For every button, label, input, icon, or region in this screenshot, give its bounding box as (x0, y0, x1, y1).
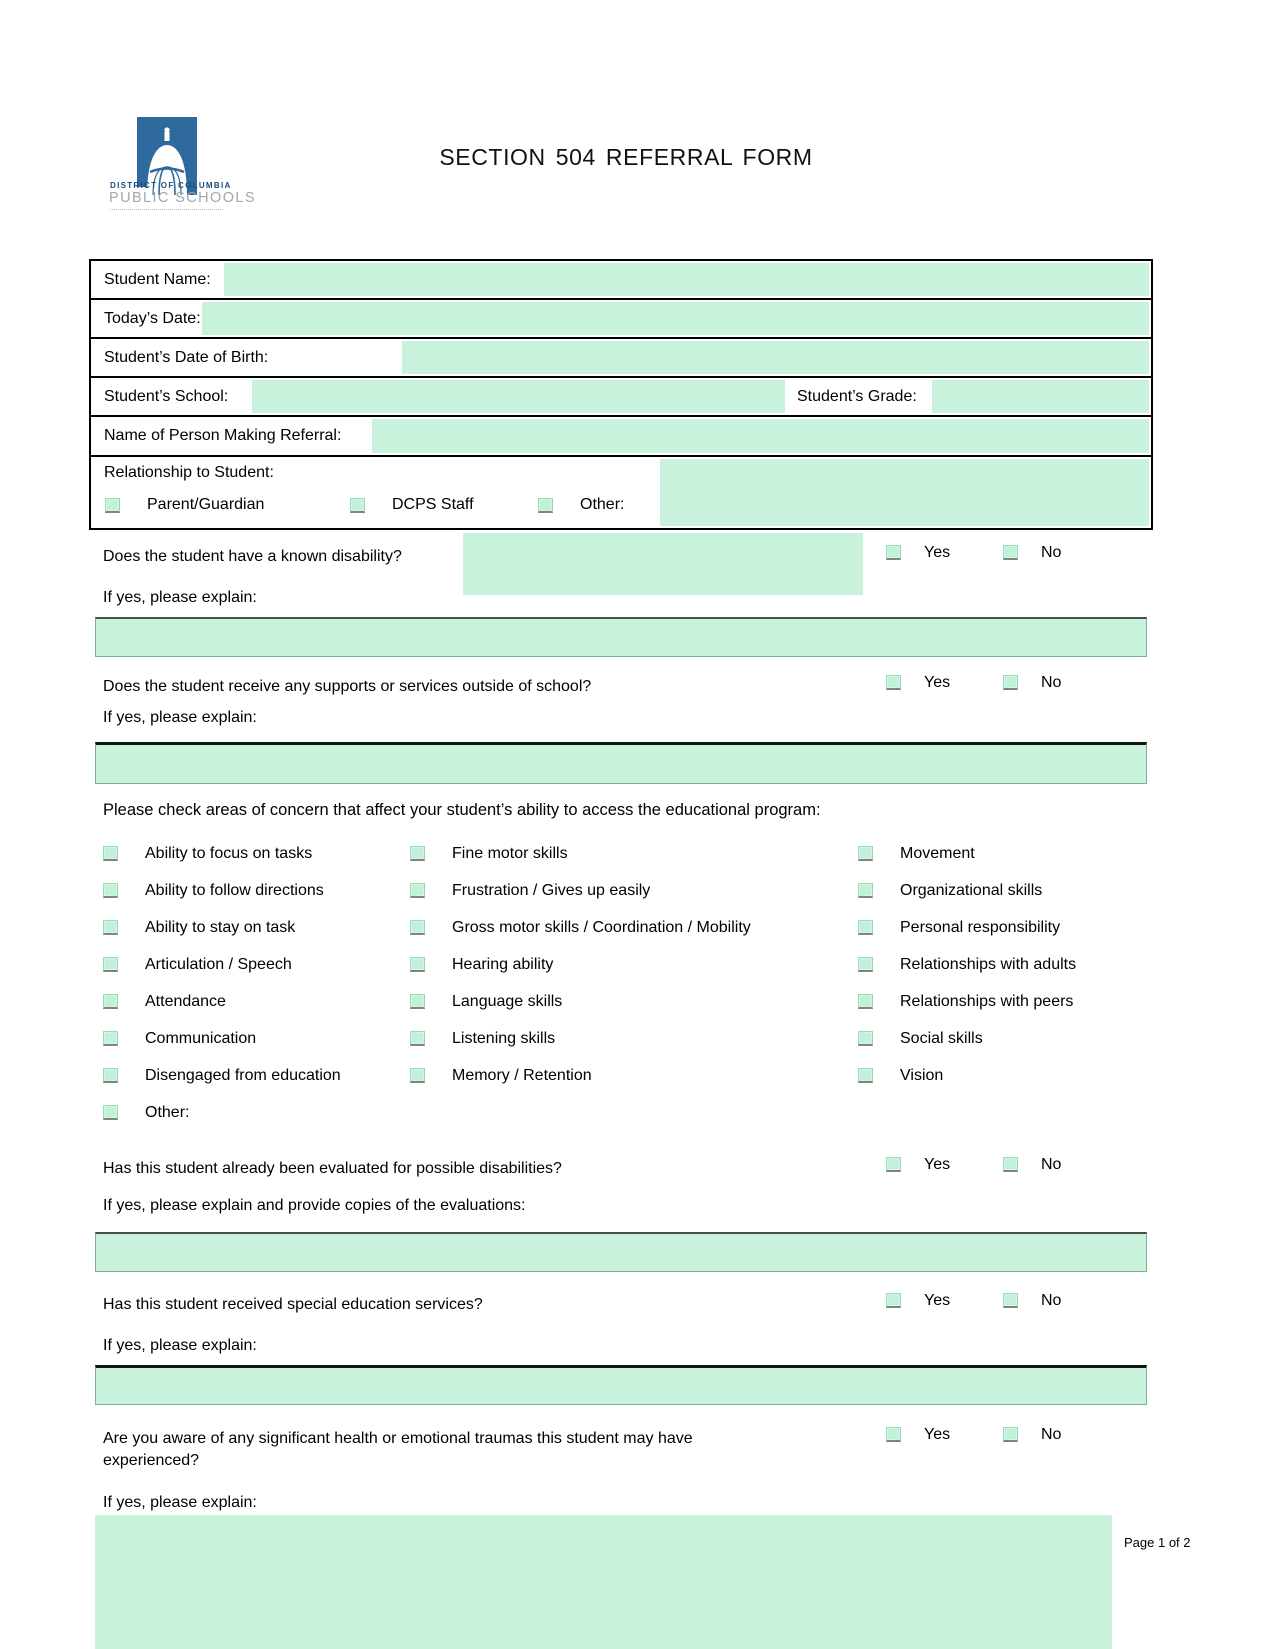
concern-label: Listening skills (452, 1030, 556, 1047)
q1-no-label: No (1041, 544, 1062, 561)
concern-frustration-gives-up-easily-checkbox[interactable] (410, 883, 425, 898)
table-row (91, 339, 1151, 378)
q2-followup-label: If yes, please explain: (103, 709, 257, 726)
table-row (91, 417, 1151, 457)
relationship-label: Relationship to Student: (104, 464, 274, 481)
page-title: SECTION 504 REFERRAL FORM (439, 144, 813, 170)
q5-no-label: No (1041, 1426, 1062, 1443)
concern-listening-skills-checkbox[interactable] (410, 1031, 425, 1046)
q2-text: Does the student receive any supports or services outside of school? (103, 678, 592, 695)
concern-fine-motor-skills-checkbox[interactable] (410, 846, 425, 861)
concern-label: Social skills (900, 1030, 983, 1047)
concern-label: Communication (145, 1030, 257, 1047)
concern-articulation-speech-checkbox[interactable] (103, 957, 118, 972)
concern-organizational-skills-checkbox[interactable] (858, 883, 873, 898)
q4-no-label: No (1041, 1292, 1062, 1309)
table-row (91, 261, 1151, 300)
concern-language-skills-checkbox[interactable] (410, 994, 425, 1009)
q5-no-checkbox[interactable] (1003, 1427, 1018, 1442)
q2-no-label: No (1041, 674, 1062, 691)
todays-date-input[interactable] (202, 302, 1149, 335)
student-name-input[interactable] (224, 263, 1149, 296)
q5-text: Are you aware of any significant health or emotional traumas this student may have experienced? (103, 1430, 693, 1469)
concern-other-checkbox[interactable] (103, 1105, 118, 1120)
concern-label: Hearing ability (452, 956, 554, 973)
q2-no-checkbox[interactable] (1003, 675, 1018, 690)
q1-text: Does the student have a known disability? (103, 548, 402, 565)
logo-divider (110, 209, 223, 210)
logo-district-of-columbia-label: DISTRICT OF COLUMBIA (110, 181, 232, 190)
concern-ability-to-follow-directions-checkbox[interactable] (103, 883, 118, 898)
concern-label: Relationships with peers (900, 993, 1074, 1010)
concern-communication-checkbox[interactable] (103, 1031, 118, 1046)
q4-followup-label: If yes, please explain: (103, 1337, 257, 1354)
concern-personal-responsibility-checkbox[interactable] (858, 920, 873, 935)
q3-yes-label: Yes (924, 1156, 951, 1173)
concern-memory-retention-checkbox[interactable] (410, 1068, 425, 1083)
concern-label: Movement (900, 845, 975, 862)
concern-social-skills-checkbox[interactable] (858, 1031, 873, 1046)
q5-followup-label: If yes, please explain: (103, 1494, 257, 1511)
q1-no-checkbox[interactable] (1003, 545, 1018, 560)
table-row (91, 300, 1151, 339)
student-name-label: Student Name: (104, 271, 211, 288)
concern-label: Language skills (452, 993, 563, 1010)
q2-yes-label: Yes (924, 674, 951, 691)
concern-attendance-checkbox[interactable] (103, 994, 118, 1009)
concerns-intro: Please check areas of concern that affect your student’s ability to access the educational program: (103, 801, 821, 819)
concern-label: Ability to focus on tasks (145, 845, 313, 862)
date-of-birth-label: Student’s Date of Birth: (104, 349, 269, 366)
referral-person-label: Name of Person Making Referral: (104, 427, 342, 444)
q5-yes-label: Yes (924, 1426, 951, 1443)
concern-label: Gross motor skills / Coordination / Mobility (452, 919, 751, 936)
q3-text: Has this student already been evaluated for possible disabilities? (103, 1160, 562, 1177)
q1-yes-no-group (886, 544, 1076, 562)
q4-yes-checkbox[interactable] (886, 1293, 901, 1308)
q2-yes-checkbox[interactable] (886, 675, 901, 690)
q3-yes-no-group (886, 1156, 1076, 1174)
concern-label: Attendance (145, 993, 226, 1010)
q1-yes-label: Yes (924, 544, 951, 561)
q4-text: Has this student received special education services? (103, 1296, 483, 1313)
concern-ability-to-focus-on-tasks-checkbox[interactable] (103, 846, 118, 861)
concern-label: Organizational skills (900, 882, 1043, 899)
table-row (91, 378, 1151, 417)
q5-yes-no-group (886, 1426, 1076, 1444)
q1-explain-textarea[interactable] (95, 617, 1147, 657)
q4-no-checkbox[interactable] (1003, 1293, 1018, 1308)
q3-yes-checkbox[interactable] (886, 1157, 901, 1172)
school-input[interactable] (252, 380, 785, 413)
relationship-other-checkbox[interactable] (538, 498, 553, 513)
concern-label: Personal responsibility (900, 919, 1061, 936)
concern-vision-checkbox[interactable] (858, 1068, 873, 1083)
date-of-birth-input[interactable] (402, 341, 1149, 374)
concern-label: Vision (900, 1067, 944, 1084)
q5-yes-checkbox[interactable] (886, 1427, 901, 1442)
relationship-dcps-staff-label: DCPS Staff (392, 496, 474, 513)
concern-label: Other: (145, 1104, 190, 1121)
q1-yes-checkbox[interactable] (886, 545, 901, 560)
referral-person-input[interactable] (372, 419, 1149, 453)
concern-label: Memory / Retention (452, 1067, 592, 1084)
todays-date-label: Today’s Date: (104, 310, 201, 327)
q5-explain-textarea[interactable] (95, 1515, 1112, 1649)
grade-input[interactable] (932, 380, 1149, 413)
logo-public-schools-label: PUBLIC SCHOOLS (109, 190, 256, 206)
school-label: Student’s School: (104, 388, 229, 405)
relationship-parent-label: Parent/Guardian (147, 496, 265, 513)
grade-label: Student’s Grade: (797, 388, 917, 405)
table-row (91, 457, 1151, 528)
student-info-table (89, 259, 1153, 530)
relationship-dcps-staff-checkbox[interactable] (350, 498, 365, 513)
q4-yes-label: Yes (924, 1292, 951, 1309)
q3-explain-textarea[interactable] (95, 1232, 1147, 1272)
q4-yes-no-group (886, 1292, 1076, 1310)
concern-gross-motor-skills-checkbox[interactable] (410, 920, 425, 935)
concern-disengaged-from-education-checkbox[interactable] (103, 1068, 118, 1083)
concern-label: Ability to follow directions (145, 882, 324, 899)
concern-label: Fine motor skills (452, 845, 568, 862)
concern-label: Disengaged from education (145, 1067, 341, 1084)
concern-relationships-with-adults-checkbox[interactable] (858, 957, 873, 972)
concern-ability-to-stay-on-task-checkbox[interactable] (103, 920, 118, 935)
relationship-parent-checkbox[interactable] (105, 498, 120, 513)
q3-no-checkbox[interactable] (1003, 1157, 1018, 1172)
concern-label: Ability to stay on task (145, 919, 296, 936)
concern-label: Articulation / Speech (145, 956, 292, 973)
q1-answer-input[interactable] (463, 533, 863, 595)
concern-label: Relationships with adults (900, 956, 1077, 973)
concern-hearing-ability-checkbox[interactable] (410, 957, 425, 972)
q3-no-label: No (1041, 1156, 1062, 1173)
q2-explain-textarea[interactable] (95, 742, 1147, 784)
q3-followup-label: If yes, please explain and provide copies of the evaluations: (103, 1197, 526, 1214)
q1-followup-label: If yes, please explain: (103, 589, 257, 606)
page-number: Page 1 of 2 (1124, 1535, 1191, 1550)
concern-label: Frustration / Gives up easily (452, 882, 651, 899)
q2-yes-no-group (886, 674, 1076, 692)
concern-relationships-with-peers-checkbox[interactable] (858, 994, 873, 1009)
concern-movement-checkbox[interactable] (858, 846, 873, 861)
relationship-other-input[interactable] (660, 459, 1149, 526)
q4-explain-textarea[interactable] (95, 1365, 1147, 1405)
relationship-other-label: Other: (580, 496, 625, 513)
